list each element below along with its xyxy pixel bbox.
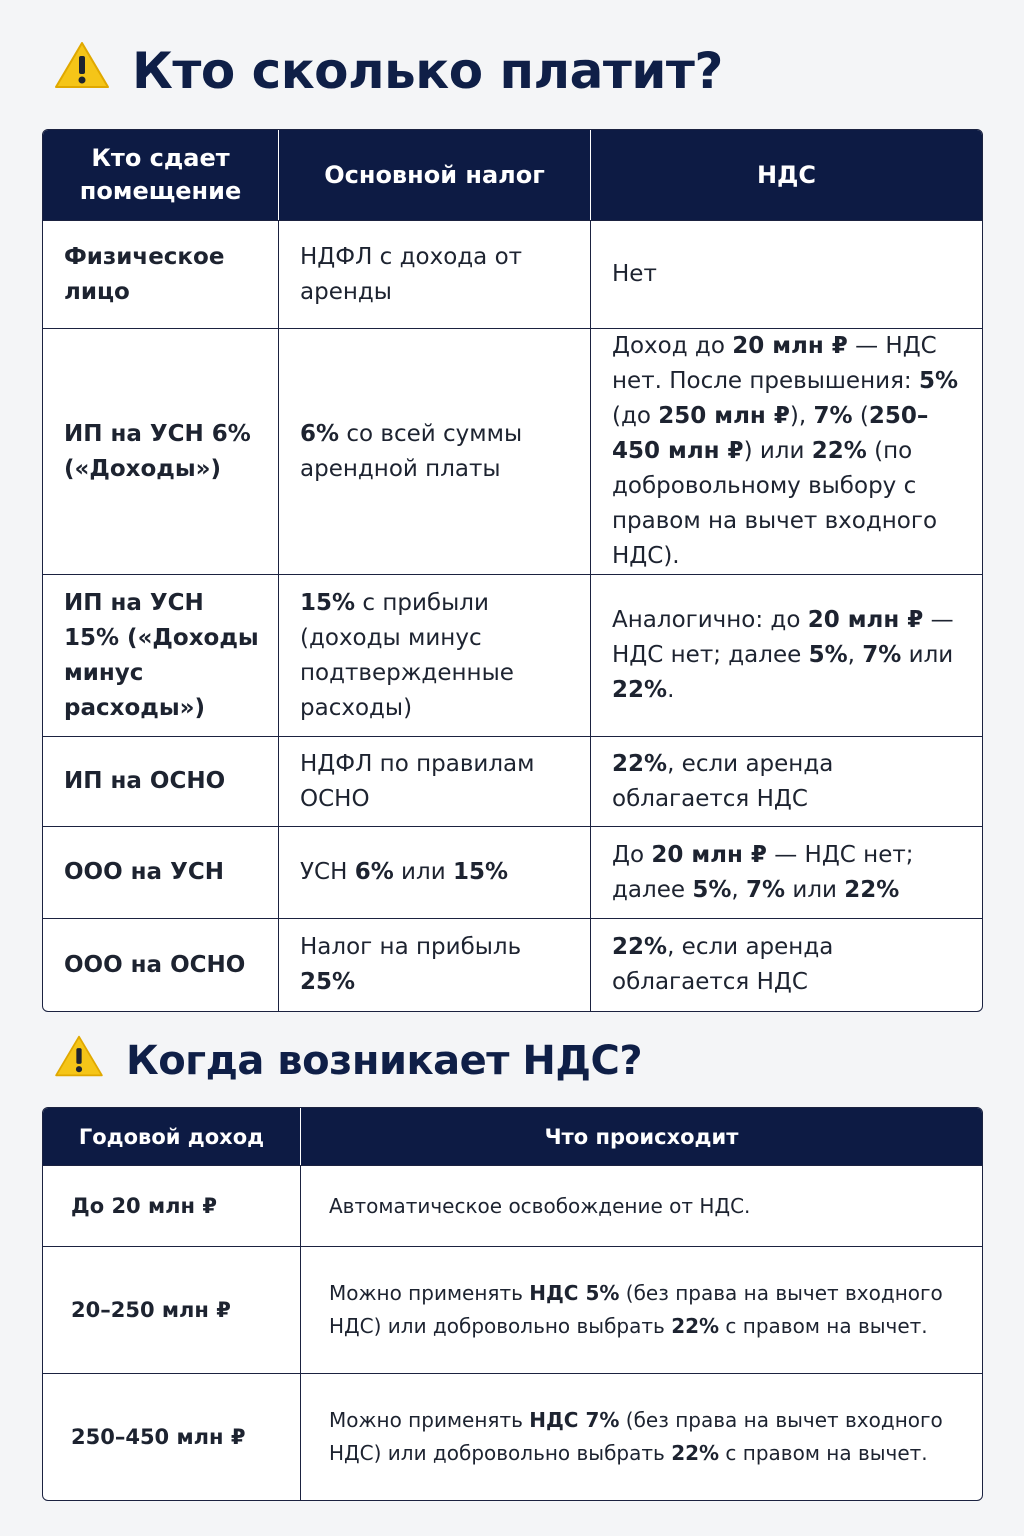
- main-tax-cell: УСН 6% или 15%: [279, 826, 591, 918]
- page-title: Кто сколько платит?: [132, 42, 723, 100]
- main-tax-cell: 6% со всей суммы арендной платы: [279, 328, 591, 574]
- main-tax-cell: НДФЛ по правилам ОСНО: [279, 736, 591, 826]
- warning-icon: [54, 40, 110, 102]
- table-row: [43, 574, 982, 736]
- main-tax-cell: 15% с прибыли (доходы минус подтвержденные расходы): [279, 574, 591, 736]
- section-heading: Когда возникает НДС?: [126, 1038, 643, 1084]
- landlord-cell: ООО на УСН: [43, 826, 279, 918]
- landlord-cell: ИП на ОСНО: [43, 736, 279, 826]
- table-row: [43, 1373, 982, 1500]
- who-pays-table: [42, 129, 983, 1012]
- section-title-who-pays: [54, 40, 723, 102]
- column-header-what-happens: Что происходит: [301, 1108, 982, 1165]
- income-cell: 20–250 млн ₽: [43, 1246, 301, 1373]
- main-tax-cell: НДФЛ с дохода от аренды: [279, 220, 591, 328]
- outcome-cell: Автоматическое освобождение от НДС.: [301, 1165, 982, 1246]
- column-header-landlord: Кто сдает помещение: [43, 130, 279, 220]
- vat-cell: До 20 млн ₽ — НДС нет; далее 5%, 7% или 22%: [591, 826, 982, 918]
- column-header-vat: НДС: [591, 130, 982, 220]
- landlord-cell: ИП на УСН 6% («Доходы»): [43, 328, 279, 574]
- column-header-annual-income: Годовой доход: [43, 1108, 301, 1165]
- main-tax-cell: Налог на прибыль 25%: [279, 918, 591, 1011]
- table-row: [43, 918, 982, 1011]
- table-row: [43, 220, 982, 328]
- table-row: [43, 826, 982, 918]
- vat-cell: 22%, если аренда облагается НДС: [591, 918, 982, 1011]
- landlord-cell: Физическое лицо: [43, 220, 279, 328]
- section-title-when-vat: [54, 1034, 642, 1088]
- income-cell: До 20 млн ₽: [43, 1165, 301, 1246]
- vat-cell: Аналогично: до 20 млн ₽ — НДС нет; далее 5%, 7% или 22%.: [591, 574, 982, 736]
- vat-cell: Нет: [591, 220, 982, 328]
- table-row: [43, 736, 982, 826]
- warning-icon: [54, 1034, 104, 1088]
- table-row: [43, 1246, 982, 1373]
- table-row: [43, 1165, 982, 1246]
- landlord-cell: ИП на УСН 15% («Доходы минус расходы»): [43, 574, 279, 736]
- outcome-cell: Можно применять НДС 5% (без права на вычет входного НДС) или добровольно выбрать 22% с правом на вычет.: [301, 1246, 982, 1373]
- column-header-main-tax: Основной налог: [279, 130, 591, 220]
- vat-thresholds-table: [42, 1107, 983, 1501]
- income-cell: 250–450 млн ₽: [43, 1373, 301, 1500]
- outcome-cell: Можно применять НДС 7% (без права на вычет входного НДС) или добровольно выбрать 22% с правом на вычет.: [301, 1373, 982, 1500]
- vat-cell: Доход до 20 млн ₽ — НДС нет. После превышения: 5% (до 250 млн ₽), 7% (250–450 млн ₽) или 22% (по добровольному выбору с правом на вычет входного НДС).: [591, 328, 982, 574]
- table-row: [43, 328, 982, 574]
- vat-cell: 22%, если аренда облагается НДС: [591, 736, 982, 826]
- landlord-cell: ООО на ОСНО: [43, 918, 279, 1011]
